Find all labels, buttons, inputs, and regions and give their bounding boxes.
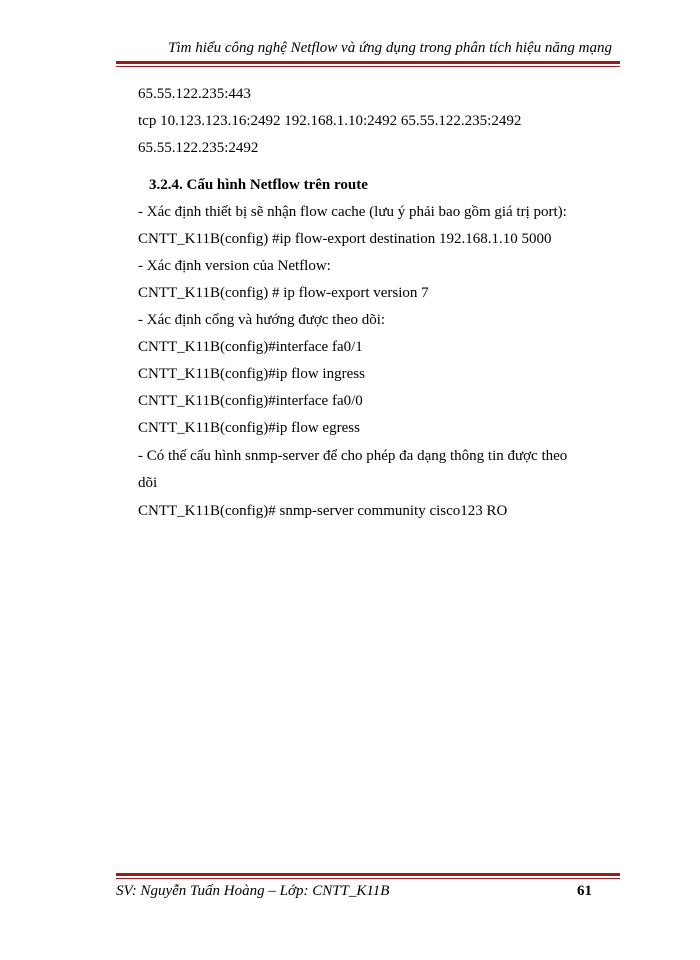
instruction-line: - Xác định thiết bị sẽ nhận flow cache (lưu ý phải bao gồm giá trị port): <box>138 204 567 220</box>
header-rule <box>116 61 620 67</box>
instruction-line: - Xác định version của Netflow: <box>138 258 331 274</box>
command-line: CNTT_K11B(config)#ip flow egress <box>138 420 360 436</box>
command-line: CNTT_K11B(config)#interface fa0/0 <box>138 393 363 409</box>
instruction-line: - Xác định cổng và hướng được theo dõi: <box>138 312 386 328</box>
command-line: CNTT_K11B(config) # ip flow-export version 7 <box>138 285 429 301</box>
address-line: 65.55.122.235:443 <box>138 86 251 102</box>
tcp-connection-line: tcp 10.123.123.16:2492 192.168.1.10:2492 65.55.122.235:2492 <box>138 113 522 129</box>
instruction-line-continued: dõi <box>138 475 158 491</box>
section-heading: 3.2.4. Cấu hình Netflow trên route <box>149 177 368 193</box>
address-line: 65.55.122.235:2492 <box>138 140 259 156</box>
instruction-line: - Có thể cấu hình snmp-server để cho phép đa dạng thông tin được theo <box>138 448 568 464</box>
command-line: CNTT_K11B(config)# snmp-server community cisco123 RO <box>138 503 508 519</box>
command-line: CNTT_K11B(config)#ip flow ingress <box>138 366 365 382</box>
footer-rule <box>116 873 620 879</box>
command-line: CNTT_K11B(config) #ip flow-export destination 192.168.1.10 5000 <box>138 231 552 247</box>
header-title: Tìm hiểu công nghệ Netflow và ứng dụng trong phân tích hiệu năng mạng <box>168 40 612 56</box>
footer-author: SV: Nguyễn Tuấn Hoàng – Lớp: CNTT_K11B <box>116 883 390 899</box>
page-number: 61 <box>577 883 592 899</box>
command-line: CNTT_K11B(config)#interface fa0/1 <box>138 339 363 355</box>
